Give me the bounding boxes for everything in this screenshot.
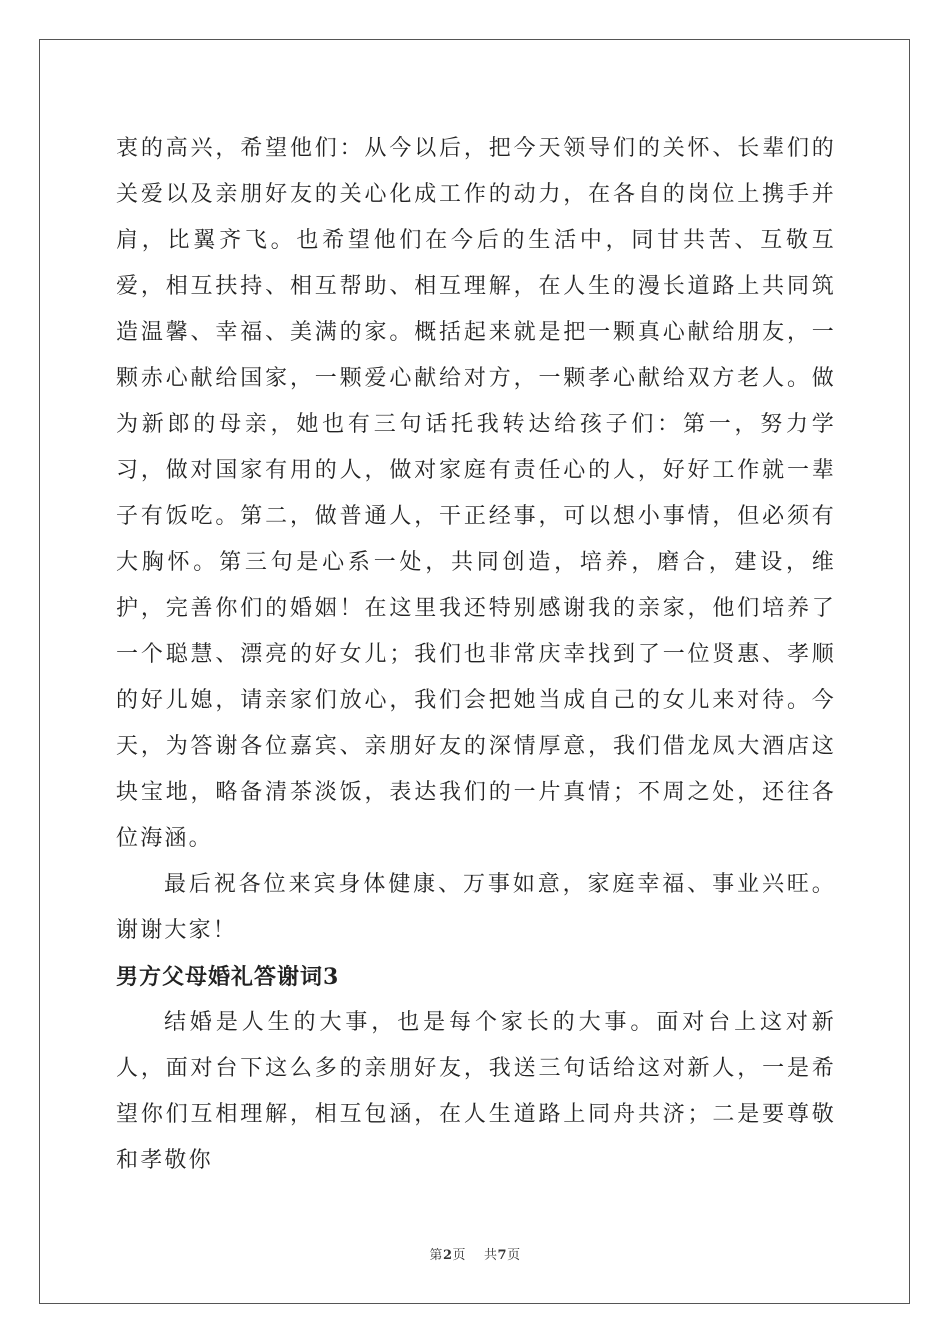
- total-prefix: 共: [484, 1248, 498, 1263]
- total-suffix: 页: [507, 1248, 521, 1263]
- section-title: 男方父母婚礼答谢词3: [116, 964, 340, 990]
- document-body: [116, 126, 836, 1184]
- page-footer: [0, 1244, 950, 1263]
- section-paragraph: 结婚是人生的大事，也是每个家长的大事。面对台上这对新人，面对台下这么多的亲朋好友，我送三句话给这对新人，一是希望你们互相理解，相互包涵，在人生道路上同舟共济；二是要尊敬和孝敬你: [116, 1010, 836, 1173]
- page-suffix: 页: [452, 1248, 466, 1263]
- body-paragraph-closing: 最后祝各位来宾身体健康、万事如意，家庭幸福、事业兴旺。谢谢大家！: [116, 872, 836, 943]
- page-prefix: 第: [429, 1248, 443, 1263]
- current-page-number: 2: [442, 1248, 453, 1263]
- body-paragraph-continued: 衷的高兴，希望他们：从今以后，把今天领导们的关怀、长辈们的关爱以及亲朋好友的关心化成工作的动力，在各自的岗位上携手并肩，比翼齐飞。也希望他们在今后的生活中，同甘共苦、互敬互爱，相互扶持、相互帮助、相互理解，在人生的漫长道路上共同筑造温馨、幸福、美满的家。概括起来就是把一颗真心献给朋友，一颗赤心献给国家，一颗爱心献给对方，一颗孝心献给双方老人。做为新郎的母亲，她也有三句话托我转达给孩子们：第一，努力学习，做对国家有用的人，做对家庭有责任心的人，好好工作就一辈子有饭吃。第二，做普通人，干正经事，可以想小事情，但必须有大胸怀。第三句是心系一处，共同创造，培养，磨合，建设，维护，完善你们的婚姻！在这里我还特别感谢我的亲家，他们培养了一个聪慧、漂亮的好女儿；我们也非常庆幸找到了一位贤惠、孝顺的好儿媳，请亲家们放心，我们会把她当成自己的女儿来对待。今天，为答谢各位嘉宾、亲朋好友的深情厚意，我们借龙凤大酒店这块宝地，略备清茶淡饭，表达我们的一片真情；不周之处，还往各位海涵。: [116, 136, 836, 851]
- total-page-count: 7: [497, 1248, 508, 1263]
